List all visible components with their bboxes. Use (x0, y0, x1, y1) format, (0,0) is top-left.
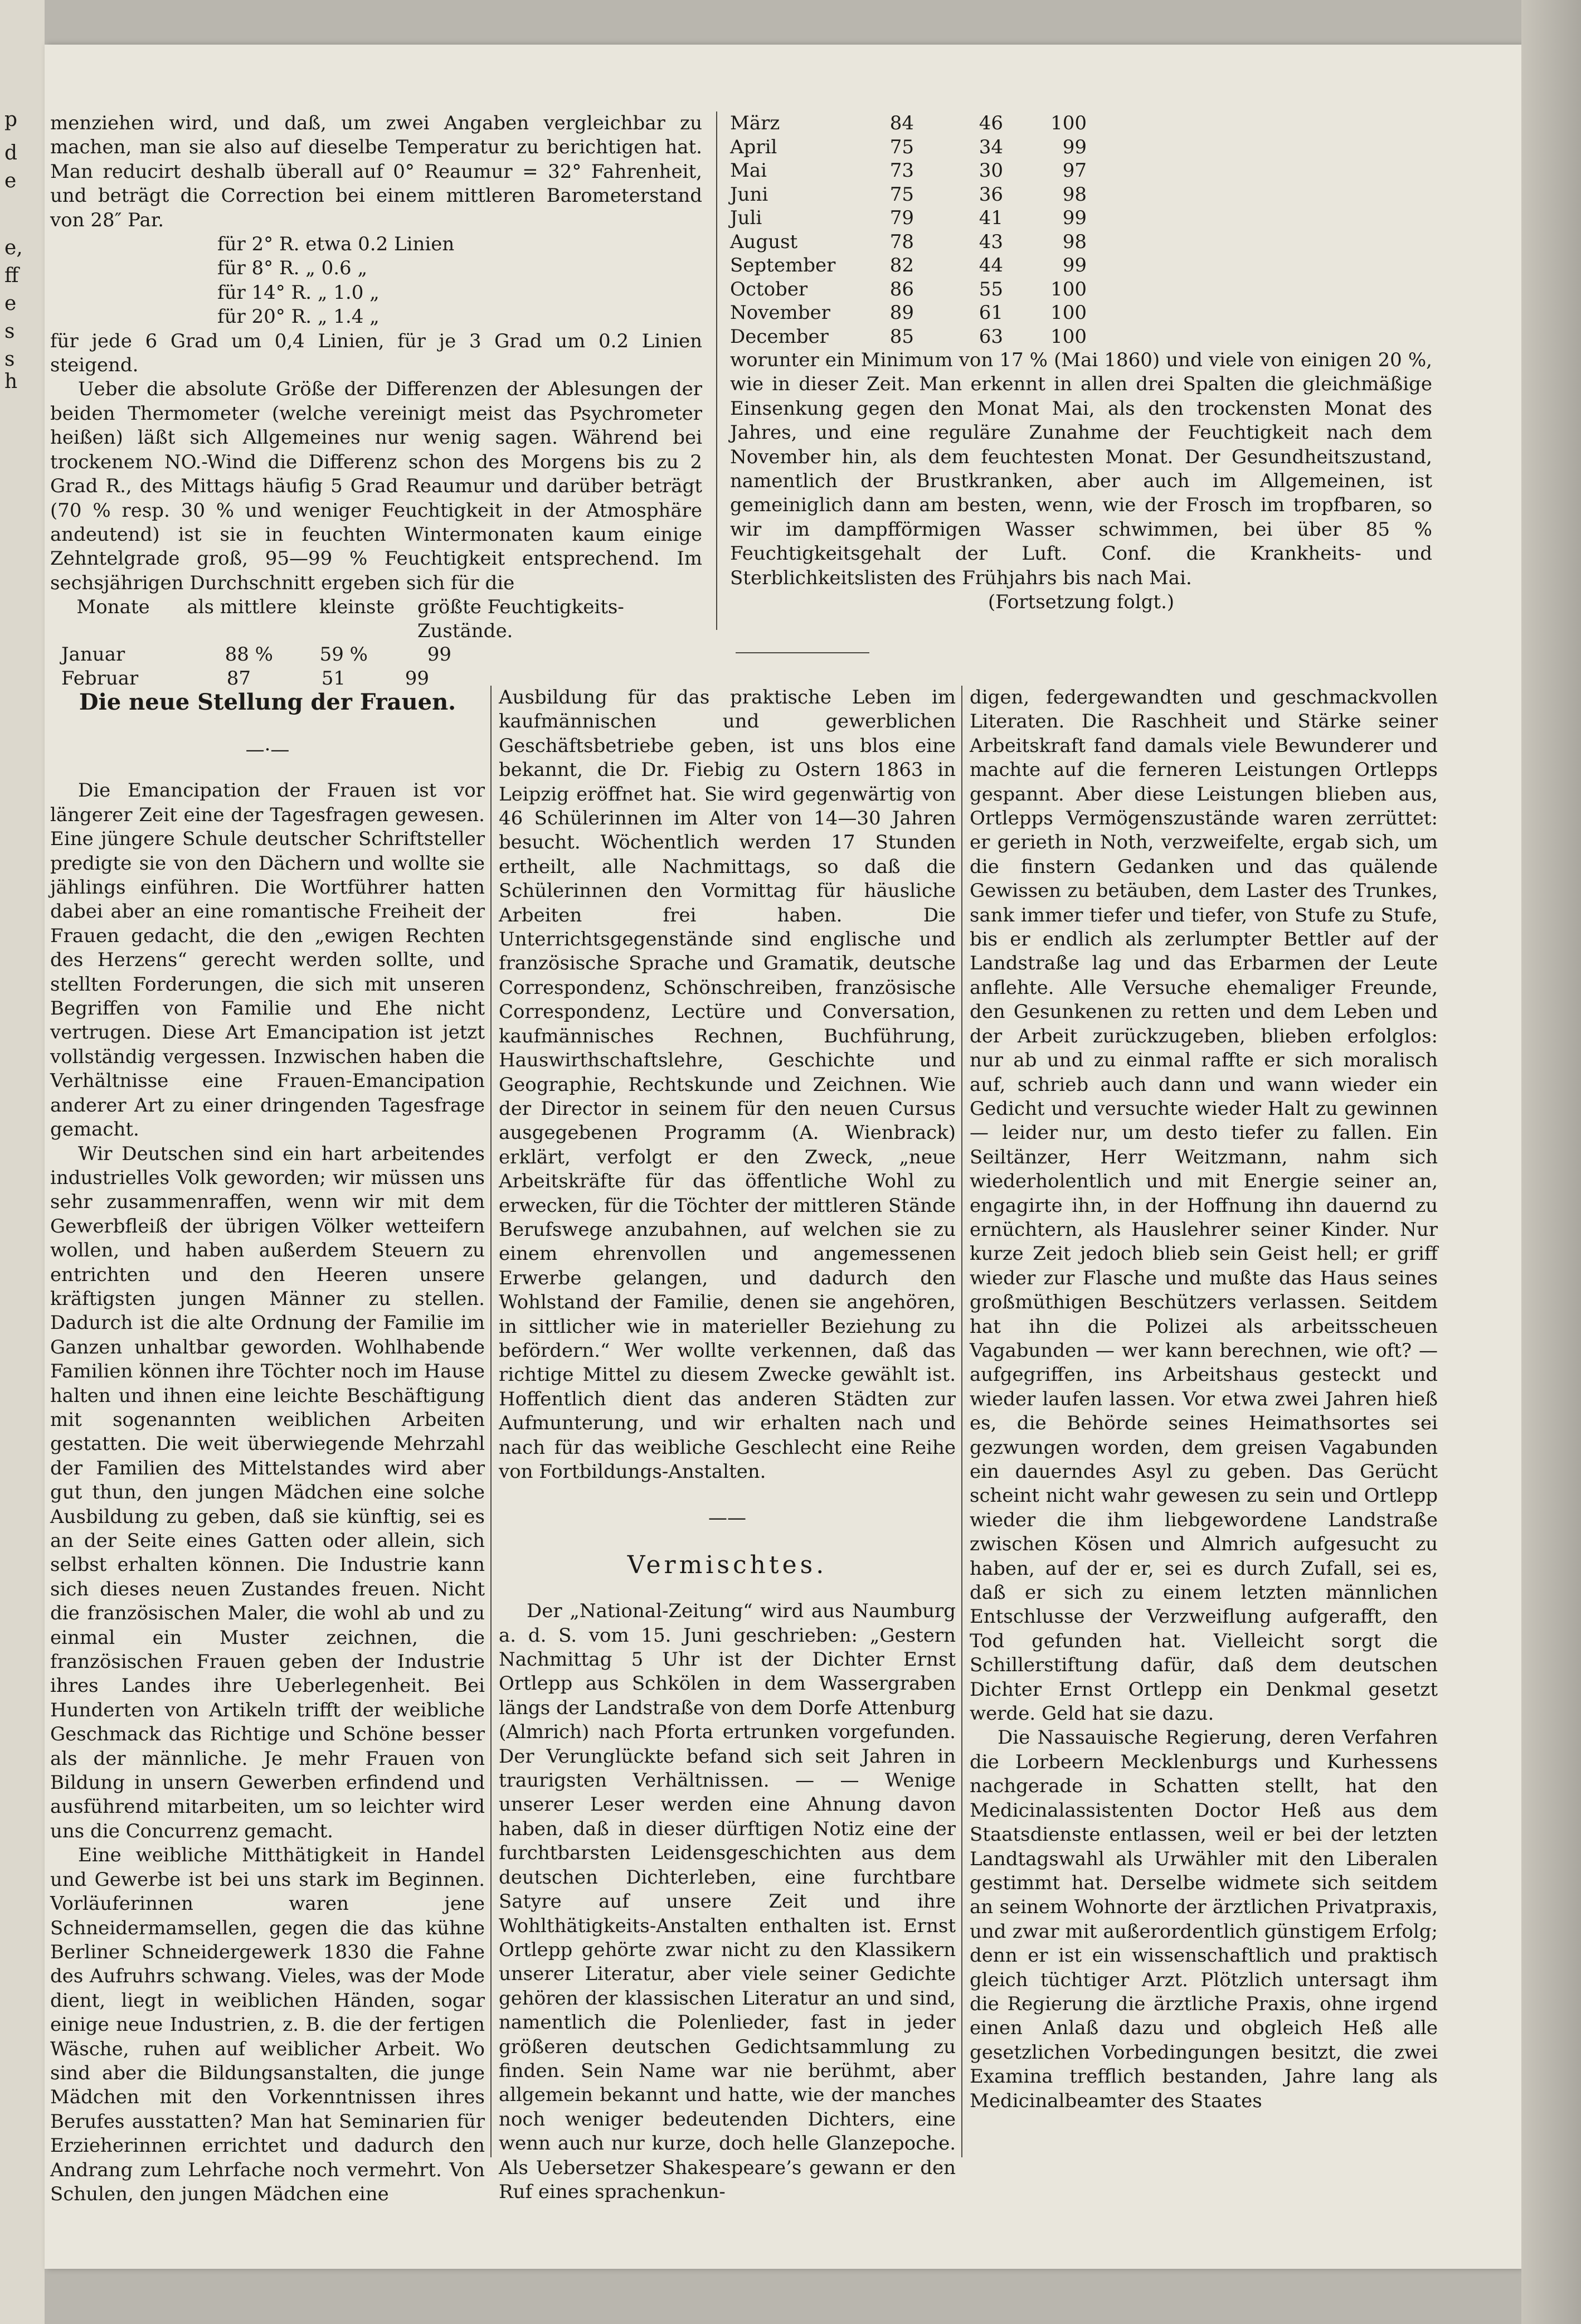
table-cell: 34 (979, 135, 1003, 158)
table-cell: 98 (1062, 230, 1087, 253)
table-cell: 85 (889, 325, 914, 348)
table-cell: Juni (730, 183, 768, 206)
fragment-text: s (4, 348, 15, 371)
table-cell: 89 (889, 302, 914, 324)
table-cell: 99 (1062, 254, 1087, 276)
header-cell: als mittlere (187, 596, 297, 619)
table-row (730, 254, 1432, 278)
fragment-text: h (4, 370, 18, 393)
table-row (50, 643, 702, 667)
section-rule (736, 652, 869, 653)
correction-line: für 8° R. „ 0.6 „ (217, 257, 368, 280)
table-cell: December (730, 325, 829, 348)
table-cell: 97 (1062, 159, 1087, 182)
table-cell: 99 (405, 667, 429, 690)
top-left-column (50, 111, 702, 690)
table-cell: 99 (1062, 207, 1087, 229)
header-cell: kleinste (319, 596, 395, 619)
table-cell: 84 (889, 112, 914, 134)
separator: —·— (245, 739, 290, 761)
table-cell: 86 (889, 278, 914, 300)
fragment-text: e (4, 292, 17, 315)
humidity-table-header (50, 595, 702, 643)
table-cell: 100 (1050, 302, 1087, 324)
table-cell: 98 (1062, 183, 1087, 206)
table-cell: 79 (889, 207, 914, 229)
table-cell: 99 (1062, 135, 1087, 158)
paragraph: Der „National-Zeitung“ wird aus Naumburg a. d. S. vom 15. Juni geschrieben: „Gestern Nachmittag 5 Uhr ist der Dichter Ernst Ortlepp aus Schkölen in dem Wassergraben längs der Landstraße von dem Dorfe Attenburg (Almrich) nach Pforta ertrunken vorgefunden. Der Verunglückte befand sich seit Jahren in traurigsten Verhältnissen. — — Wenige unserer Leser werden eine Ahnung davon haben, daß in dieser dürftigen Notiz eine der furchtbarsten Leidensgeschichten aus dem deutschen Dichterleben, eine furchtbare Satyre auf unsere Zeit und ihre Wohlthätigkeits-Anstalten enthalten ist. Ernst Ortlepp gehörte zwar nicht zu den Klassikern unserer Literatur, aber viele seiner Gedichte gehören der klassischen Literatur an und sind, namentlich die Polenlieder, fast in jeder größeren deutschen Gedichtsammlung zu finden. Sein Name war nie berühmt, aber allgemein bekannt und hatte, wie der manches noch weniger bedeutenden Dichters, eine wenn auch nur kurze, doch helle Glanzepoche. Als Uebersetzer Shakespeare’s gewann er den Ruf eines sprachenkun- (499, 1600, 956, 2203)
fragment-text: d (4, 142, 18, 164)
paragraph: Ueber die absolute Größe der Differenzen der Ablesungen der beiden Thermometer (welche vereinigt meist das Psychrometer heißen) läßt sich Allgemeines nur wenig sagen. Während bei trockenem NO.-Wind die Differenz schon des Morgens bis zu 2 Grad R., des Mittags häufig 5 Grad Reaumur und darüber beträgt (70 % resp. 30 % und weniger Feuchtigkeit in der Atmosphäre andeutend) ist sie in feuchten Wintermonaten kaum einige Zehntelgrade groß, 95—99 % Feuchtigkeit entsprechend. Im sechsjährigen Durchschnitt ergeben sich für die (50, 378, 702, 594)
table-cell: 88 % (225, 643, 273, 666)
table-cell: 36 (979, 183, 1003, 206)
table-row (730, 301, 1432, 325)
table-cell: Februar (61, 667, 139, 690)
binding-edge (1521, 0, 1581, 2324)
table-row (730, 206, 1432, 230)
table-cell: 99 (427, 643, 451, 666)
article-column-3 (970, 686, 1438, 2113)
table-cell: 63 (979, 325, 1003, 348)
correction-line: für 2° R. etwa 0.2 Linien (217, 233, 455, 256)
table-cell: 75 (889, 135, 914, 158)
table-cell: 100 (1050, 112, 1087, 134)
table-cell: 46 (979, 112, 1003, 134)
paragraph: Die Emancipation der Frauen ist vor längerer Zeit eine der Tagesfragen gewesen. Eine jüngere Schule deutscher Schriftsteller predigte sie von den Dächern und wollte sie jählings einführen. Die Wortführer hatten dabei aber an eine romantische Freiheit der Frauen gedacht, die den „ewigen Rechten des Herzens“ gerecht werden sollte, und stellten Forderungen, die sich mit unseren Begriffen von Familie und Ehe nicht vertrugen. Diese Art Emancipation ist jetzt vollständig vergessen. Inzwischen haben die Verhältnisse eine Frauen-Emancipation anderer Art zu einer dringenden Tagesfrage gemacht. (50, 779, 485, 1141)
table-cell: 78 (889, 230, 914, 253)
paragraph: worunter ein Minimum von 17 % (Mai 1860) und viele von einigen 20 %, wie in dieser Zeit. Man erkennt in allen drei Spalten die gleichmäßige Einsenkung gegen den Monat Mai, als den trockensten Monat des Jahres, und eine reguläre Zunahme der Feuchtigkeit nach dem November hin, als dem feuchtesten Monat. Der Gesundheitszustand, namentlich der Brustkranken, aber auch im Allgemeinen, ist gemeiniglich dann am besten, wenn, wie der Frosch im tropfbaren, so wir im dampfförmigen Wasser schwimmen, bei über 85 % Feuchtigkeitsgehalt der Luft. Conf. die Krankheits- und Sterblichkeitslisten des Frühjahrs bis nach Mai. (730, 349, 1432, 589)
paragraph: digen, federgewandten und geschmackvollen Literaten. Die Raschheit und Stärke seiner Arbeitskraft fand damals viele Bewunderer und machte auf die ferneren Leistungen Ortlepps gespannt. Aber diese Leistungen blieben aus, Ortlepps Vermögenszustände waren zerrüttet: er gerieth in Noth, verzweifelte, ergab sich, um die finstern Gedanken und das quälende Gewissen zu betäuben, dem Laster des Trunkes, sank immer tiefer und tiefer, von Stufe zu Stufe, bis er endlich als zerlumpter Bettler auf der Landstraße lag und das Erbarmen der Leute anflehte. Alle Versuche ehemaliger Freunde, den Gesunkenen zu retten und dem Leben und der Arbeit zurückzugeben, blieben erfolglos: nur ab und zu einmal raffte er sich moralisch auf, schrieb auch dann und wann wieder ein Gedicht und versuchte wieder Halt zu gewinnen — leider nur, um desto tiefer zu fallen. Ein Seiltänzer, Herr Weitzmann, nahm sich wiederholentlich und mit Energie seiner an, engagirte ihn, in der Hoffnung ihn dauernd zu ernüchtern, als Hauslehrer seiner Kinder. Nur kurze Zeit jedoch blieb sein Geist hell; er griff wieder zur Flasche und mußte das Haus seines großmüthigen Beschützers verlassen. Seitdem hat ihn die Polizei als arbeitsscheuen Vagabunden — wer kann berechnen, wie oft? — aufgegriffen, ins Arbeitshaus gesteckt und wieder laufen lassen. Vor etwa zwei Jahren hieß es, die Behörde seines Heimathsortes sei gezwungen worden, dem greisen Vagabunden ein dauerndes Asyl zu geben. Das Gerücht scheint nicht wahr gewesen zu sein und Ortlepp wieder die ihm liebgewordene Landstraße zwischen Kösen und Almrich aufgesucht zu haben, auf der er, sei es durch Zufall, sei es, daß er sich zu einem letzten männlichen Entschlusse der Verzweiflung aufgerafft, den Tod gefunden hat. Vielleicht sorgt die Schillerstiftung dafür, daß dem deutschen Dichter Ernst Ortlepp ein Denkmal gesetzt werde. Geld hat sie dazu. (970, 686, 1438, 1725)
table-cell: 55 (979, 278, 1003, 300)
section-title-vermischtes: Vermischtes. (627, 1550, 828, 1579)
table-cell: 51 (321, 667, 346, 690)
table-row (730, 159, 1432, 183)
table-row (730, 278, 1432, 302)
paragraph: Die Nassauische Regierung, deren Verfahren die Lorbeern Mecklenburgs und Kurhessens nachgerade in Schatten stellt, hat den Medicinalassistenten Doctor Heß aus dem Staatsdienste entlassen, weil er bei der letzten Landtagswahl als Urwähler mit den Liberalen gestimmt hat. Derselbe widmete sich seitdem an seinem Wohnorte der ärztlichen Privatpraxis, und zwar mit außerordentlich günstigem Erfolg; denn er ist ein wissenschaftlich und praktisch gleich tüchtiger Arzt. Plötzlich untersagt ihm die Regierung die ärztliche Praxis, ohne irgend einen Anlaß dazu und obgleich Heß alle gesetzlichen Vorbedingungen besitzt, die zwei Examina trefflich bestanden, Jahre lang als Medicinalbeamter des Staates (970, 1726, 1438, 2112)
paragraph: Ausbildung für das praktische Leben im kaufmännischen und gewerblichen Geschäftsbetriebe geben, ist uns blos eine bekannt, die Dr. Fiebig zu Ostern 1863 in Leipzig eröffnet hat. Sie wird gegenwärtig von 46 Schülerinnen im Alter von 14—30 Jahren besucht. Wöchentlich werden 17 Stunden ertheilt, alle Nachmittags, so daß die Schülerinnen den Vormittag für häusliche Arbeiten frei haben. Die Unterrichtsgegenstände sind englische und französische Sprache und Gramatik, deutsche Correspondenz, Schönschreiben, französische Correspondenz, Lectüre und Conversation, kaufmännisches Rechnen, Buchführung, Hauswirthschaftslehre, Geschichte und Geographie, Rechtskunde und Zeichnen. Wie der Director in seinem für den neuen Cursus ausgegebenen Programm (A. Wienbrack) erklärt, verfolgt er den Zweck, „neue Arbeitskräfte für das öffentliche Wohl zu erwecken, für die Töchter der mittleren Stände Berufswege anzubahnen, auf welchen sie zu einem ehrenvollen und angemessenen Erwerbe gelangen, und dadurch den Wohlstand der Familie, denen sie angehören, in sittlicher wie in materieller Beziehung zu befördern.“ Wer wollte verkennen, daß das richtige Mittel zu diesem Zwecke gewählt ist. Hoffentlich dient das anderen Städten zur Aufmunterung, und wir erhalten nach und nach für das weibliche Geschlecht eine Reihe von Fortbildungs-Anstalten. (499, 686, 956, 1483)
fragment-text: ff (4, 264, 19, 287)
table-row (730, 230, 1432, 254)
article-column-1 (50, 686, 485, 2206)
fragment-text: s (4, 320, 15, 343)
fragment-text: p (4, 108, 18, 131)
continuation-note: (Fortsetzung folgt.) (987, 591, 1175, 614)
table-cell: Januar (61, 643, 125, 666)
column-rule (961, 686, 962, 2157)
column-rule (716, 111, 717, 630)
table-cell: Juli (730, 207, 762, 229)
table-cell: 43 (979, 230, 1003, 253)
correction-line: für 20° R. „ 1.4 „ (217, 305, 380, 328)
table-cell: Mai (730, 159, 767, 182)
table-cell: 30 (979, 159, 1003, 182)
paragraph: für jede 6 Grad um 0,4 Linien, für je 3 Grad um 0.2 Linien steigend. (50, 329, 702, 377)
table-cell: 100 (1050, 325, 1087, 348)
correction-line: für 14° R. „ 1.0 „ (217, 281, 380, 304)
table-cell: September (730, 254, 836, 276)
newspaper-sheet (45, 45, 1521, 2269)
correction-list (217, 232, 702, 329)
table-row (730, 325, 1432, 349)
table-cell: November (730, 302, 830, 324)
table-cell: April (730, 135, 777, 158)
paragraph: Eine weibliche Mitthätigkeit in Handel und Gewerbe ist bei uns stark im Beginnen. Vorläuferinnen waren jene Schneidermamsellen, gegen die das kühne Berliner Schneidergewerk 1830 die Fahne des Aufruhrs schwang. Vieles, was der Mode dient, liegt in weiblichen Händen, sogar einige neue Industrien, z. B. die der fertigen Wäsche, ruhen auf weiblicher Arbeit. Wo sind aber die Bildungsanstalten, die junge Mädchen mit den Vorkenntnissen ihres Berufes ausstatten? Man hat Seminarien für Erzieherinnen errichtet und dadurch den Andrang zum Lehrfache noch vermehrt. Von Schulen, den jungen Mädchen eine (50, 1844, 485, 2205)
column-rule (490, 686, 492, 2157)
paragraph: menziehen wird, und daß, um zwei Angaben vergleichbar zu machen, man sie also auf dieselbe Temperatur zu berichtigen hat. Man reducirt deshalb überall auf 0° Reaumur = 32° Fahrenheit, und beträgt die Correction bei einem mittleren Barometerstand von 28″ Par. (50, 112, 702, 231)
table-cell: 75 (889, 183, 914, 206)
previous-page-edge (0, 0, 45, 2324)
table-cell: August (730, 230, 798, 253)
table-cell: 59 % (319, 643, 368, 666)
table-cell: 100 (1050, 278, 1087, 300)
table-cell: October (730, 278, 808, 300)
table-cell: 41 (979, 207, 1003, 229)
table-cell: 44 (979, 254, 1003, 276)
fragment-text: e (4, 169, 17, 192)
table-row (730, 111, 1432, 135)
table-row (730, 135, 1432, 159)
header-cell: größte Feuchtigkeits-Zustände. (417, 596, 624, 642)
table-row (730, 183, 1432, 207)
top-right-column (730, 111, 1432, 614)
header-cell: Monate (76, 596, 150, 619)
table-cell: 73 (889, 159, 914, 182)
article-title: Die neue Stellung der Frauen. (79, 689, 456, 715)
humidity-table-continued (730, 111, 1432, 348)
table-cell: 87 (226, 667, 251, 690)
separator: —— (708, 1507, 746, 1530)
table-cell: 82 (889, 254, 914, 276)
table-cell: 61 (979, 302, 1003, 324)
article-column-2 (499, 686, 956, 2204)
table-cell: März (730, 112, 780, 134)
paragraph: Wir Deutschen sind ein hart arbeitendes industrielles Volk geworden; wir müssen uns sehr zusammenraffen, wenn wir mit dem Gewerbfleiß der übrigen Völker wetteifern wollen, und haben außerdem Steuern zu entrichten und den Heeren unsere kräftigsten jungen Männer zu stellen. Dadurch ist die alte Ordnung der Familie im Ganzen unhaltbar geworden. Wohlhabende Familien können ihre Töchter noch im Hause halten und ihnen eine leichte Beschäftigung mit sogenannten weiblichen Arbeiten gestatten. Die weit überwiegende Mehrzahl der Familien des Mittelstandes wird aber gut thun, den jungen Mädchen eine solche Ausbildung zu geben, daß sie künftig, sei es an der Seite eines Gatten oder allein, sich selbst erhalten können. Die Industrie kann sich dieses neuen Zustandes freuen. Nicht die französischen Maler, die wohl ab und zu einmal ein Muster zeichnen, die französischen Frauen geben der Industrie ihres Landes ihre Ueberlegenheit. Bei Hunderten von Artikeln trifft der weibliche Geschmack das Richtige und Schöne besser als der männliche. Je mehr Frauen von Bildung in unsern Gewerben erfindend und ausführend mitarbeiten, um so leichter wird uns die Concurrenz gemacht. (50, 1142, 485, 1842)
fragment-text: e, (4, 236, 23, 259)
